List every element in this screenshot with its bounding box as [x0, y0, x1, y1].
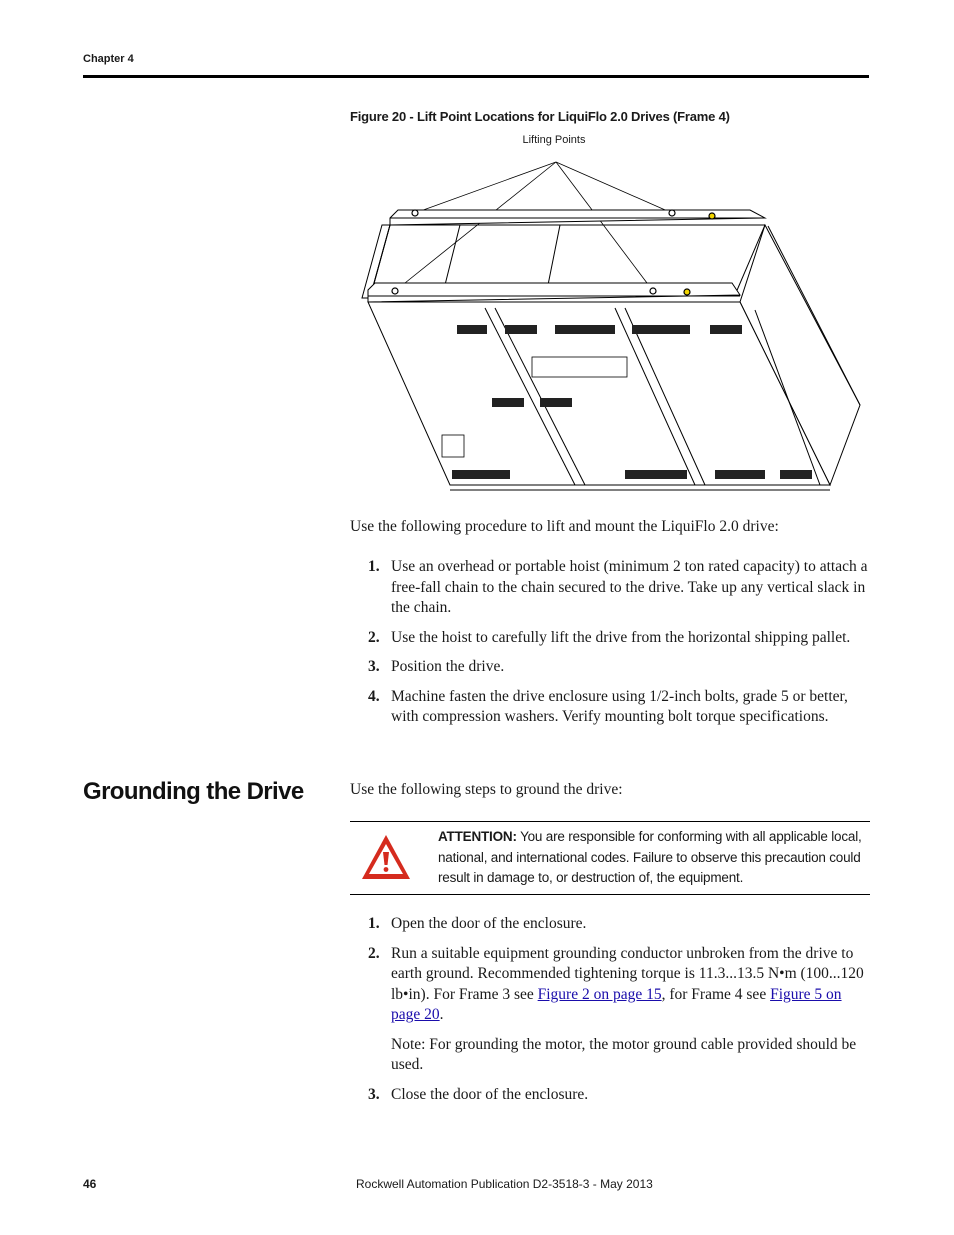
step-text-part: . — [439, 1006, 444, 1023]
step-number: 2. — [368, 628, 380, 646]
list-item — [368, 628, 870, 649]
figure-caption: Figure 20 - Lift Point Locations for LiquiFlo 2.0 Drives (Frame 4) — [350, 109, 730, 124]
drive-enclosure-figure — [360, 150, 865, 495]
page-number: 46 — [83, 1177, 97, 1191]
list-item — [368, 1085, 870, 1106]
step-text: Machine fasten the drive enclosure using 1/2-inch bolts, grade 5 or better, with compression washers. Verify mounting bolt torque specifications. — [391, 687, 848, 725]
header-rule — [83, 75, 869, 78]
figure-5-link[interactable]: Figure 5 on page 20 — [391, 985, 842, 1023]
callout-lines — [395, 162, 672, 291]
procedure-intro: Use the following procedure to lift and mount the LiquiFlo 2.0 drive: — [350, 518, 779, 535]
step-number: 2. — [368, 944, 380, 962]
figure-2-link[interactable]: Figure 2 on page 15 — [537, 985, 662, 1003]
list-item — [368, 687, 870, 728]
step-text: Use an overhead or portable hoist (minimum 2 ton rated capacity) to attach a free-fall chain to the chain secured to the drive. Take up any vertical slack in the chain. — [391, 558, 868, 616]
grounding-note: Note: For grounding the motor, the motor ground cable provided should be used. — [391, 1035, 857, 1073]
chapter-label: Chapter 4 — [83, 53, 134, 65]
figure-callout-label: Lifting Points — [522, 134, 586, 146]
attention-message: You are responsible for conforming with all applicable local, national, and international codes. Failure to observe this precaution could result in damage to, or destruction of, the equipment. — [438, 829, 862, 885]
step-text: Use the hoist to carefully lift the drive from the horizontal shipping pallet. — [391, 628, 851, 646]
attention-box — [350, 821, 870, 895]
list-item — [368, 914, 870, 935]
step-number: 1. — [368, 558, 380, 575]
list-item — [368, 944, 870, 1026]
list-item — [368, 657, 870, 678]
step-text-part: Run a suitable equipment grounding conductor unbroken from the drive to earth ground. Recommended tightening torque is 11.3...13.5 N•m (100...120 lb•in). For Frame 3 see — [391, 944, 864, 1003]
step-number: 4. — [368, 687, 380, 705]
step-number: 1. — [368, 915, 380, 932]
attention-label: ATTENTION: — [438, 829, 517, 844]
lifting-steps-list — [368, 557, 870, 737]
step-text: Close the door of the enclosure. — [391, 1085, 589, 1103]
step-text — [391, 944, 870, 1026]
section-title: Grounding the Drive — [83, 778, 304, 805]
attention-text — [438, 827, 863, 889]
warning-triangle-icon — [360, 832, 412, 882]
publication-footer: Rockwell Automation Publication D2-3518-3 - May 2013 — [356, 1177, 653, 1191]
step-text-part: , for Frame 4 see — [661, 985, 771, 1003]
grounding-intro: Use the following steps to ground the drive: — [350, 781, 623, 798]
grounding-steps-list — [368, 914, 870, 1114]
step-number: 3. — [368, 658, 380, 675]
step-number: 3. — [368, 1085, 380, 1103]
list-item — [368, 557, 870, 619]
step-text: Open the door of the enclosure. — [391, 915, 587, 932]
step-text: Position the drive. — [391, 658, 505, 675]
